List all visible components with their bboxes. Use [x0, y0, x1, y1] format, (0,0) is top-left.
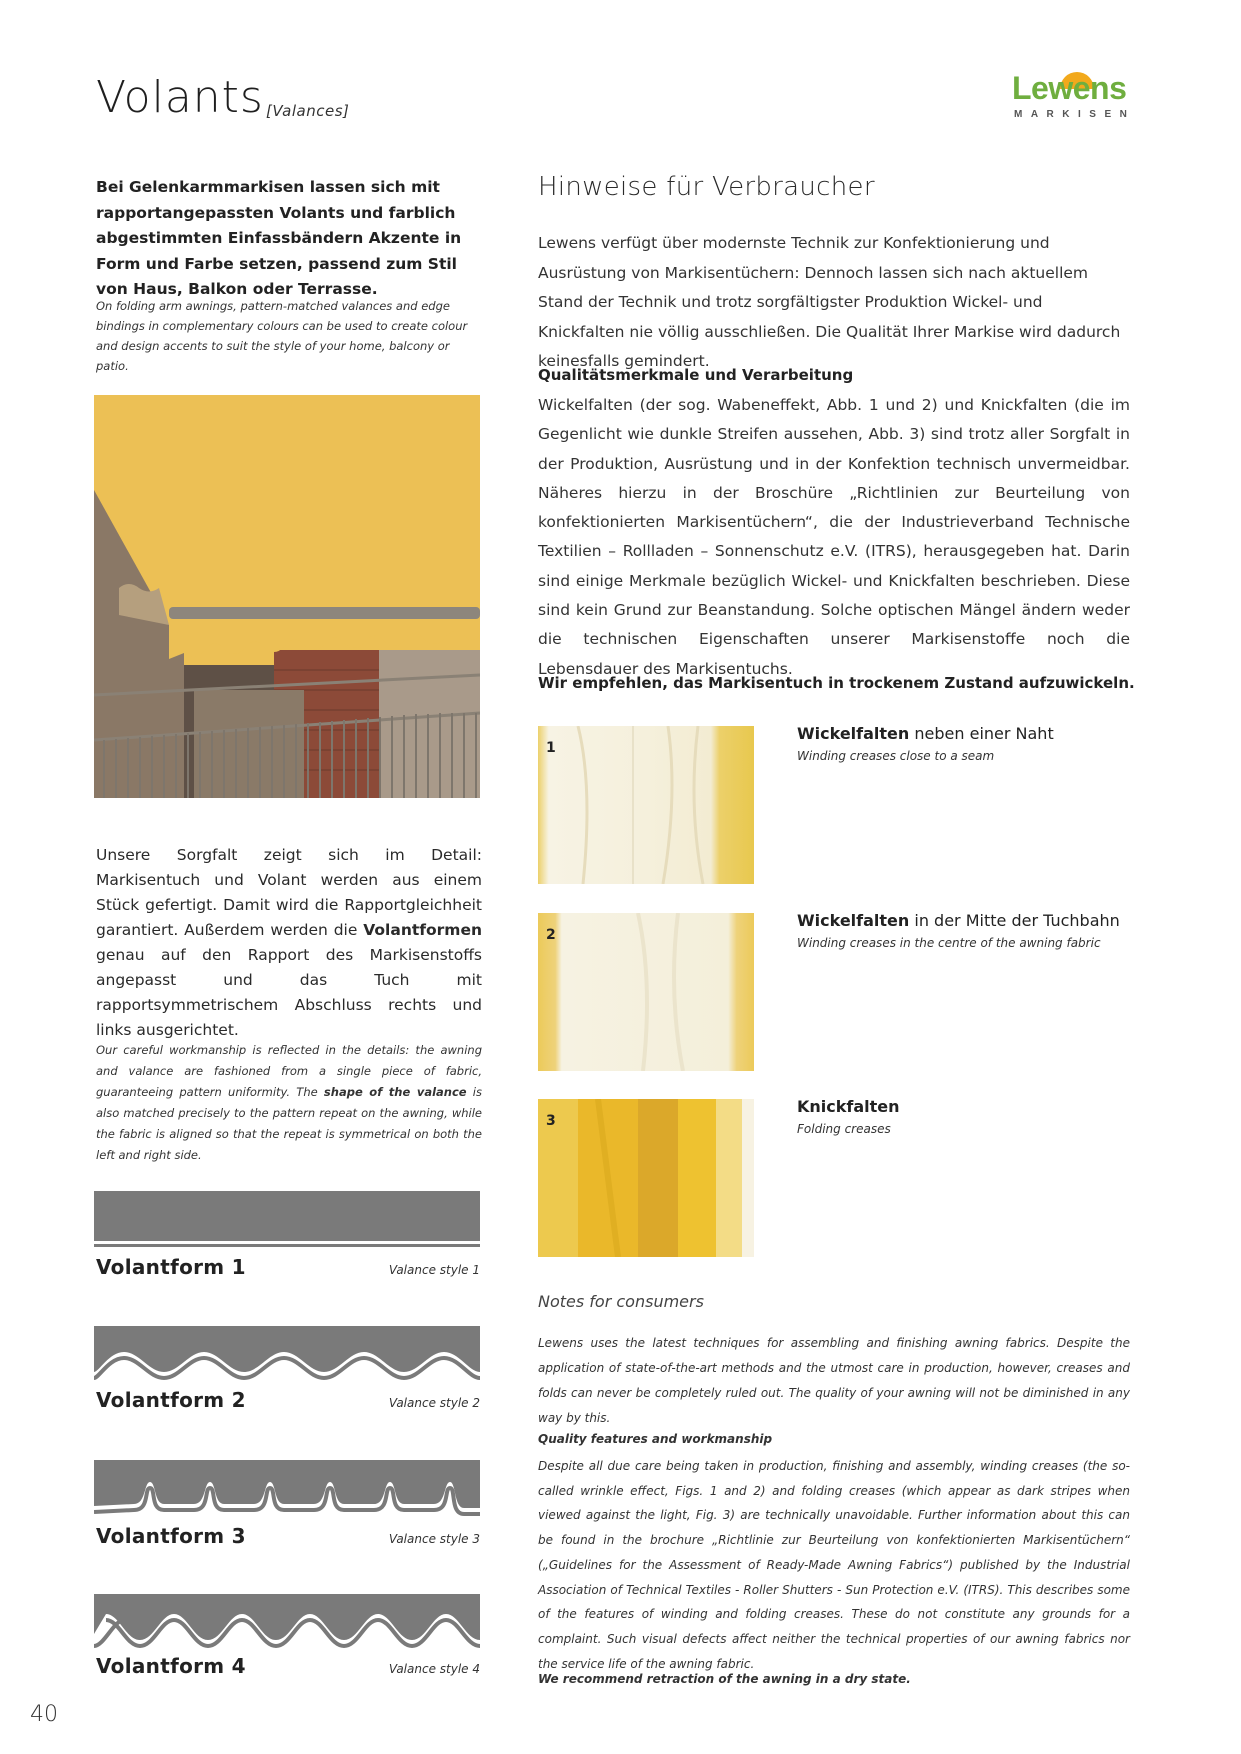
section-heading: Hinweise für Verbraucher — [538, 172, 875, 202]
quality-heading: Qualitätsmerkmale und Verarbeitung — [538, 366, 854, 384]
logo-subtitle: MARKISEN — [1014, 109, 1136, 120]
page-title: Volants — [96, 72, 264, 123]
valance-shape-notch-icon — [94, 1460, 480, 1516]
figure-3-swatch — [538, 1099, 754, 1257]
valance-label: Volantform 3 — [96, 1524, 246, 1548]
figure-3-subtitle: Folding creases — [797, 1122, 891, 1136]
valance-style-3 — [94, 1460, 480, 1548]
valance-style-4 — [94, 1594, 480, 1679]
valance-label-en: Valance style 2 — [388, 1396, 480, 1410]
intro-german: Bei Gelenkarmmarkisen lassen sich mit rapportangepassten Volants und farblich abgestimmten Einfassbändern Akzente in Form und Farbe setzen, passend zum Stil von Haus, Balkon oder Terrasse. — [96, 178, 462, 298]
page-number: 40 — [30, 1702, 58, 1727]
valance-label: Volantform 2 — [96, 1388, 246, 1412]
quality-text: Wickelfalten (der sog. Wabeneffekt, Abb. 1 und 2) und Knickfalten (die im Gegenlicht wie dunkle Streifen aussehen, Abb. 3) sind trotz aller Sorgfalt in der Produktion, Ausrüstung und in der Konfektion technisch unvermeidbar. Näheres hierzu in der Broschüre „Richtlinien zur Beurteilung von konfektionierten Markisentüchern“, die der Industrieverband Technische Textilien – Rollladen – Sonnenschutz e.V. (ITRS), herausgegeben hat. Darin sind einige Merkmale bezüglich Wickel- und Knickfalten beschrieben. Diese sind kein Grund zur Beanstandung. Solche optischen Mängel ändern weder die technischen Eigenschaften unserer Markisenstoffe noch die Lebensdauer des Markisentuchs. — [538, 396, 1130, 678]
lewens-logo — [1012, 62, 1142, 128]
fabric-crease-image — [538, 913, 754, 1071]
notes-recommendation: We recommend retraction of the awning in a dry state. — [538, 1672, 911, 1686]
page-subtitle: [Valances] — [266, 102, 350, 120]
figure-1-swatch — [538, 726, 754, 884]
awning-photo-illustration — [94, 395, 480, 798]
figure-number: 1 — [546, 740, 556, 756]
intro-english: On folding arm awnings, pattern-matched valances and edge bindings in complementary colours can be used to create colour and design accents to suit the style of your home, balcony or patio. — [96, 299, 468, 373]
figure-3-title: Knickfalten — [797, 1097, 900, 1116]
figure-2-swatch — [538, 913, 754, 1071]
figure-number: 2 — [546, 927, 556, 943]
recommendation: Wir empfehlen, das Markisentuch in trockenem Zustand aufzuwickeln. — [538, 674, 1135, 692]
valance-shape-wave-icon — [94, 1326, 480, 1386]
figure-1-subtitle: Winding creases close to a seam — [797, 749, 995, 763]
valance-shape-straight-icon — [94, 1191, 480, 1247]
valance-label-en: Valance style 1 — [388, 1263, 480, 1277]
figure-number: 3 — [546, 1113, 556, 1129]
figure-2-subtitle: Winding creases in the centre of the awning fabric — [797, 936, 1101, 950]
valance-label: Volantform 1 — [96, 1255, 246, 1279]
detail-german: Unsere Sorgfalt zeigt sich im Detail: Markisentuch und Volant werden aus einem Stück gefertigt. Damit wird die Rapportgleichheit garantiert. Außerdem werden die Volantformen genau auf den Rapport des Markisenstoffs angepasst und das Tuch mit rapportsymmetrischem Abschluss rechts und links ausgerichtet. — [96, 846, 482, 1039]
figure-1-title: Wickelfalten neben einer Naht — [797, 724, 1054, 743]
notes-quality-text: Despite all due care being taken in production, finishing and assembly, winding creases (the so-called wrinkle effect, Figs. 1 and 2) and folding creases (which appear as dark stripes when viewed against the light, Fig. 3) are technically unavoidable. Further information about this can be found in the brochure „Richtlinie zur Beurteilung von konfektionierten Markisentüchern“ („Guidelines for the Assessment of Ready-Made Awning Fabrics“) published by the Industrial Association of Technical Textiles - Roller Shutters - Sun Protection e.V. (ITRS). This describes some of the features of winding and folding creases. These do not constitute any grounds for a complaint. Such visual defects affect neither the technical properties of our awning fabrics nor the service life of the awning fabric. — [538, 1459, 1130, 1671]
awning-photo — [94, 395, 480, 798]
valance-shape-bell-icon — [94, 1594, 480, 1650]
valance-style-2 — [94, 1326, 480, 1411]
fabric-crease-image — [538, 1099, 754, 1257]
valance-label: Volantform 4 — [96, 1654, 246, 1678]
detail-english: Our careful workmanship is reflected in the details: the awning and valance are fashioned from a single piece of fabric, guaranteeing pattern uniformity. The shape of the valance is also matched precisely to the pattern repeat on the awning, while the fabric is aligned so that the repeat is symmetrical on both the left and right side. — [96, 1043, 482, 1162]
valance-style-1 — [94, 1191, 480, 1279]
consumer-intro: Lewens verfügt über modernste Technik zur Konfektionierung und Ausrüstung von Markisentüchern: Dennoch lassen sich nach aktuellem Stand der Technik und trotz sorgfältigster Produktion Wickel- und Knickfalten nie völlig ausschließen. Die Qualität Ihrer Markise wird dadurch keinesfalls gemindert. — [538, 234, 1121, 370]
valance-label-en: Valance style 3 — [388, 1532, 480, 1546]
notes-heading: Notes for consumers — [538, 1292, 704, 1311]
notes-intro: Lewens uses the latest techniques for assembling and finishing awning fabrics. Despite the application of state-of-the-art methods and the utmost care in production, however, creases and folds can never be completely ruled out. The quality of your awning will not be diminished in any way by this. — [538, 1336, 1130, 1425]
notes-quality-heading: Quality features and workmanship — [538, 1432, 773, 1446]
figure-2-title: Wickelfalten in der Mitte der Tuchbahn — [797, 911, 1120, 930]
valance-label-en: Valance style 4 — [388, 1662, 480, 1676]
logo-wordmark: Lewens — [1012, 70, 1127, 106]
fabric-crease-image — [538, 726, 754, 884]
